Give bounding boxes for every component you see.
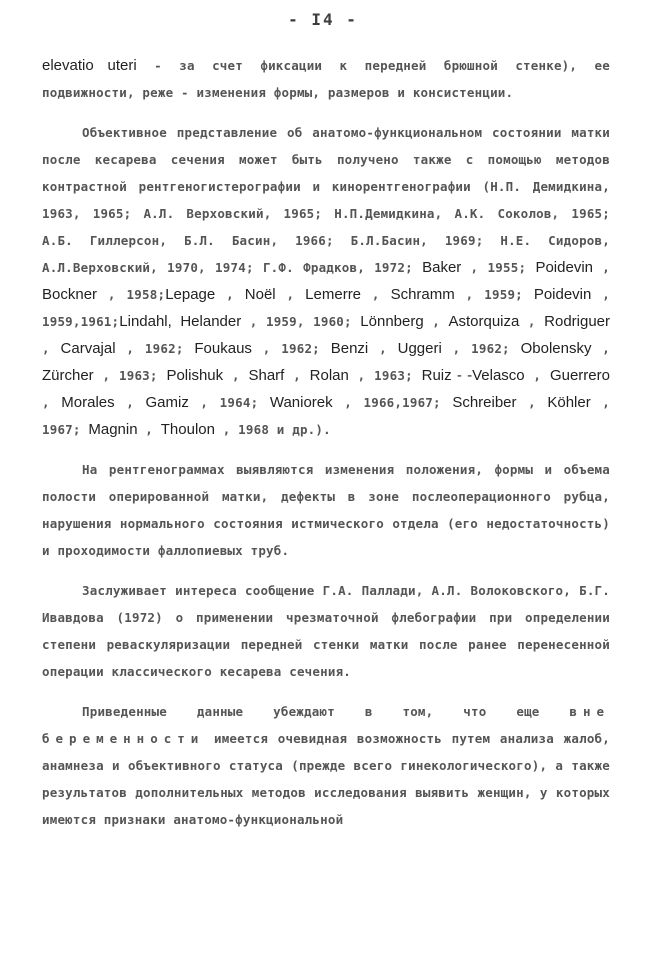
- p2-text-28: , 1966,1967;: [332, 395, 453, 410]
- author-benzi: Benzi: [330, 340, 369, 357]
- author-polishuk: Polishuk: [166, 367, 224, 384]
- p2-text-26: ,: [114, 395, 146, 410]
- page-content: [42, 52, 610, 846]
- p2-text-27: , 1964;: [188, 395, 270, 410]
- p2-text-02: , 1955;: [461, 260, 536, 275]
- p2-text-32: , 1968 и др.).: [214, 422, 331, 437]
- p2-text-16: , 1962;: [251, 341, 331, 356]
- page-number: - I4 -: [288, 10, 358, 29]
- paragraph-3: На рентгенограммах выявляются изменения положения, формы и объема полости оперированной матки, дефекты в зоне послеоперационного рубца, нарушения нормального состояния истмического отдела (его недостаточность) и проходимости фаллопиевых труб.: [42, 462, 610, 558]
- p2-text-08: , 1959;: [454, 287, 534, 302]
- p2-text-18: , 1962;: [441, 341, 521, 356]
- p2-text-30: , 1967;: [42, 395, 610, 437]
- p2-text-20: , 1963;: [93, 368, 167, 383]
- p2-text-11: , 1959, 1960;: [241, 314, 361, 329]
- p2-text-07: ,: [361, 287, 391, 302]
- p2-text-23: , 1963;: [348, 368, 422, 383]
- paragraph-5: [42, 698, 610, 833]
- p2-text-03: ,: [593, 260, 610, 275]
- author-schramm: Schramm: [390, 286, 455, 303]
- paragraph-1-text: - за счет фиксации к передней брюшной стенке), ее подвижности, реже - изменения формы, размеров и консистенции.: [42, 58, 610, 100]
- paragraph-5-text-before: Приведенные данные убеждают в том, что еще: [82, 704, 570, 719]
- author-baker: Baker: [422, 259, 462, 276]
- author-rolan: Rolan: [309, 367, 349, 384]
- p2-text-24: ,: [524, 368, 550, 383]
- author-sharf: Sharf: [248, 367, 285, 384]
- author-ruiz-velasco: Ruiz - -Velasco: [421, 367, 525, 384]
- author-schreiber: Schreiber: [452, 394, 517, 411]
- p2-text-13: ,: [519, 314, 545, 329]
- paragraph-2: [42, 119, 610, 443]
- p2-text-14: ,: [42, 341, 61, 356]
- p2-text-09: , 1959,1961;: [42, 287, 610, 329]
- author-lepage: Lepage: [165, 286, 216, 303]
- p2-text-29: ,: [516, 395, 548, 410]
- author-zurcher: Zürcher: [42, 367, 94, 384]
- author-poidevin: Poidevin: [535, 259, 593, 276]
- paragraph-4: Заслуживает интереса сообщение Г.А. Паллади, А.Л. Волоковского, Б.Г. Ивавдова (1972) о применении чрезматочной флебографии при определении степени реваскуляризации передней стенки матки после ранее перенесенной операции классического кесарева сечения.: [42, 583, 610, 679]
- p2-text-15: , 1962;: [115, 341, 195, 356]
- author-bockner: Bockner: [42, 286, 98, 303]
- author-poidevin-2: Poidevin: [533, 286, 592, 303]
- p2-text-19: ,: [591, 341, 611, 356]
- p2-text-17: ,: [368, 341, 398, 356]
- author-rodriguer: Rodriguer: [544, 313, 611, 330]
- author-waniorek: Waniorek: [269, 394, 333, 411]
- p2-text-01: Объективное представление об анатомо-функциональном состоянии матки после кесарева сечения может быть получено также с помощью методов контрастной рентгеногистерографии и кинорентгенографии (Н.П. Демидкина, 1963, 1965; А.Л. Верховский, 1965; Н.П.Демидкина, А.К. Соколов, 1965; А.Б. Гиллерсон, Б.Л. Басин, 1966; Б.Л.Басин, 1969; Н.Е. Сидоров, А.Л.Верховский, 1970, 1974; Г.Ф. Фрадков, 1972;: [42, 125, 610, 275]
- author-noel: Noël: [244, 286, 276, 303]
- p2-text-12: ,: [423, 314, 449, 329]
- author-helander: Helander: [180, 313, 242, 330]
- p2-text-04: , 1958;: [97, 287, 166, 302]
- author-carvajal: Carvajal: [60, 340, 116, 357]
- author-lindahl: Lindahl,: [119, 313, 172, 330]
- author-magnin: Magnin: [88, 421, 138, 438]
- author-lemerre: Lemerre: [305, 286, 362, 303]
- p2-text-21: ,: [223, 368, 249, 383]
- author-astorquiza: Astorquiza: [448, 313, 520, 330]
- author-kohler: Köhler: [547, 394, 591, 411]
- author-foukaus: Foukaus: [194, 340, 252, 357]
- author-lonnberg: Lönnberg: [360, 313, 424, 330]
- p2-text-05: ,: [215, 287, 245, 302]
- p2-text-22: ,: [284, 368, 310, 383]
- author-obolensky: Obolensky: [520, 340, 592, 357]
- author-guerrero: Guerrero: [549, 367, 610, 384]
- author-gamiz: Gamiz: [145, 394, 189, 411]
- p2-text-25: ,: [42, 395, 62, 410]
- p2-text-06: ,: [275, 287, 306, 302]
- paragraph-5-text-after: имеется очевидная возможность путем анализа жалоб, анамнеза и объективного статуса (прежде всего гинекологического), а также результатов дополнительных методов исследования выявить женщин, у которых имеются признаки анатомо-функциональной: [42, 731, 610, 827]
- emphasized-phrase: вне беременности: [42, 704, 610, 746]
- paragraph-1: [42, 52, 610, 106]
- p2-text-31: ,: [137, 422, 161, 437]
- author-thoulon: Thoulon: [160, 421, 215, 438]
- author-uggeri: Uggeri: [397, 340, 442, 357]
- author-morales: Morales: [61, 394, 115, 411]
- latin-term: elevatio uteri: [42, 57, 137, 74]
